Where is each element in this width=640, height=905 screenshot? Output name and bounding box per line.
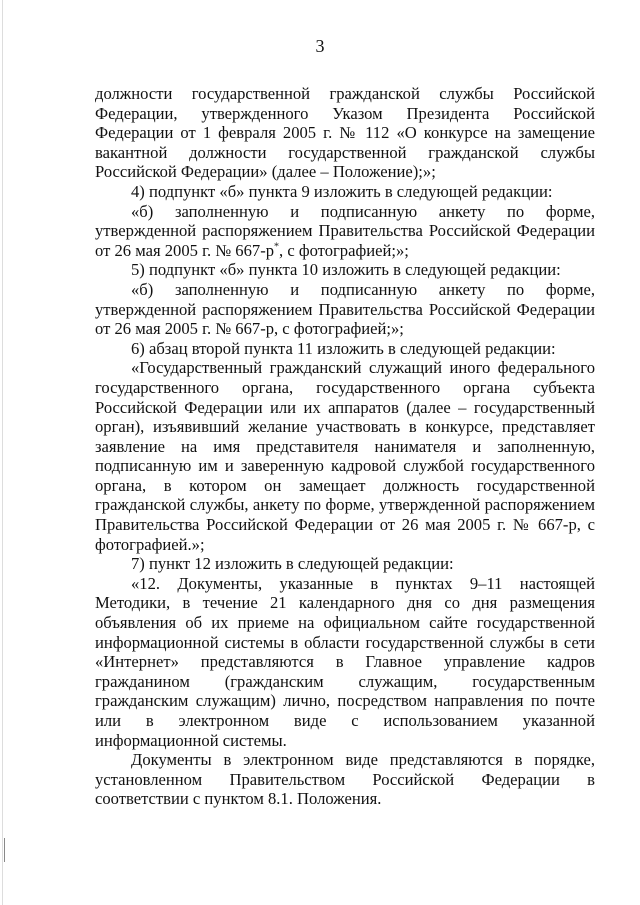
scan-edge-line bbox=[2, 0, 3, 905]
page-number: 3 bbox=[315, 36, 325, 56]
footnote-marker: * bbox=[274, 241, 280, 253]
paragraph-electronic-docs: Документы в электронном виде представляются в порядке, установленном Правительством Российской Федерации в соответствии с пунктом 8.1. Положения. bbox=[95, 750, 595, 809]
paragraph-item-6: 6) абзац второй пункта 11 изложить в следующей редакции: bbox=[131, 338, 556, 358]
paragraph-item-5-text: «б) заполненную и подписанную анкету по форме, утвержденной распоряжением Правительства Российской Федерации от 26 мая 2005 г. № 667-р, с фотографией;»; bbox=[95, 279, 595, 339]
paragraph-item-5: 5) подпункт «б» пункта 10 изложить в следующей редакции: bbox=[131, 260, 561, 280]
paragraph-item-4: 4) подпункт «б» пункта 9 изложить в следующей редакции: bbox=[131, 181, 553, 201]
paragraph-item-6-text: «Государственный гражданский служащий иного федерального государственного органа, государственного органа субъекта Российской Федерации или их аппаратов (далее – государственный орган), изъявивший желание участвовать в конкурсе, представляет заявление на имя представителя нанимателя и заполненную, подписанную им и заверенную кадровой службой государственного органа, в котором он замещает должность государственной гражданской службы, анкету по форме, утвержденной распоряжением Правительства Российской Федерации от 26 мая 2005 г. № 667-р, с фотографией.»; bbox=[95, 358, 595, 554]
paragraph-item-4-text-main: «б) заполненную и подписанную анкету по форме, утвержденной распоряжением Правительства Российской Федерации от 26 мая 2005 г. № 667-р bbox=[95, 201, 595, 260]
paragraph-continuation: должности государственной гражданской службы Российской Федерации, утвержденного Указом Президента Российской Федерации от 1 февраля 2005 г. № 112 «О конкурсе на замещение вакантной должности государственной гражданской службы Российской Федерации» (далее – Положение);»; bbox=[95, 84, 595, 182]
paragraph-item-4-text bbox=[95, 202, 595, 261]
paragraph-item-7: 7) пункт 12 изложить в следующей редакции: bbox=[131, 554, 454, 574]
document-body bbox=[95, 84, 595, 809]
scan-margin-mark bbox=[4, 838, 5, 862]
paragraph-item-4-text-tail: , с фотографией;»; bbox=[279, 240, 409, 260]
paragraph-item-7-text: «12. Документы, указанные в пунктах 9–11 настоящей Методики, в течение 21 календарного дня со дня размещения объявления об их приеме на официальном сайте государственной информационной системы в области государственной службы в сети «Интернет» представляются в Главное управление кадров гражданином (гражданским служащим, государственным гражданским служащим) лично, посредством направления по почте или в электронном виде с использованием указанной информационной системы. bbox=[95, 573, 595, 750]
